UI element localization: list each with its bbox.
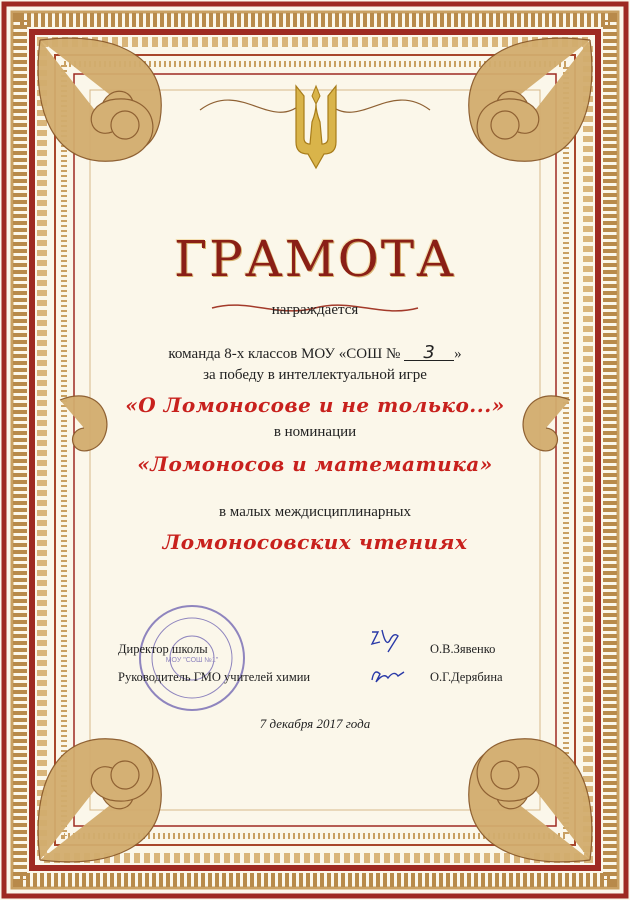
event-line: в малых междисциплинарных: [218, 504, 412, 520]
nomination-label: в номинации: [273, 424, 357, 440]
team-prefix: команда 8-х классов МОУ «СОШ №: [168, 346, 401, 362]
signature-name: О.Г.Дерябина: [430, 670, 503, 684]
signature-name: О.В.Зявенко: [430, 642, 496, 656]
certificate-title: ГРАМОТА: [173, 230, 457, 288]
team-suffix: »: [454, 346, 462, 362]
game-name: «О Ломоносове и не только...»: [125, 393, 505, 417]
signature-role: Директор школы: [118, 642, 208, 656]
signature-role: Руководитель ГМО учителей химии: [118, 670, 311, 684]
stamp-center-text: МОУ "СОШ №1": [165, 657, 219, 664]
trident-emblem-icon: [290, 82, 342, 172]
victory-text: за победу в интеллектуальной игре: [203, 367, 427, 383]
nomination-name: «Ломоносов и математика»: [137, 452, 493, 476]
school-number: 3: [404, 345, 454, 361]
awarded-text: награждается: [271, 302, 359, 318]
signatures: [118, 642, 512, 712]
event-name: Ломоносовских чтениях: [162, 530, 468, 554]
team-line: [118, 342, 512, 363]
issue-date: 7 декабря 2017 года: [259, 716, 371, 731]
handwritten-signature: [368, 626, 404, 654]
handwritten-signature: [368, 664, 408, 686]
certificate-body: [118, 62, 512, 838]
